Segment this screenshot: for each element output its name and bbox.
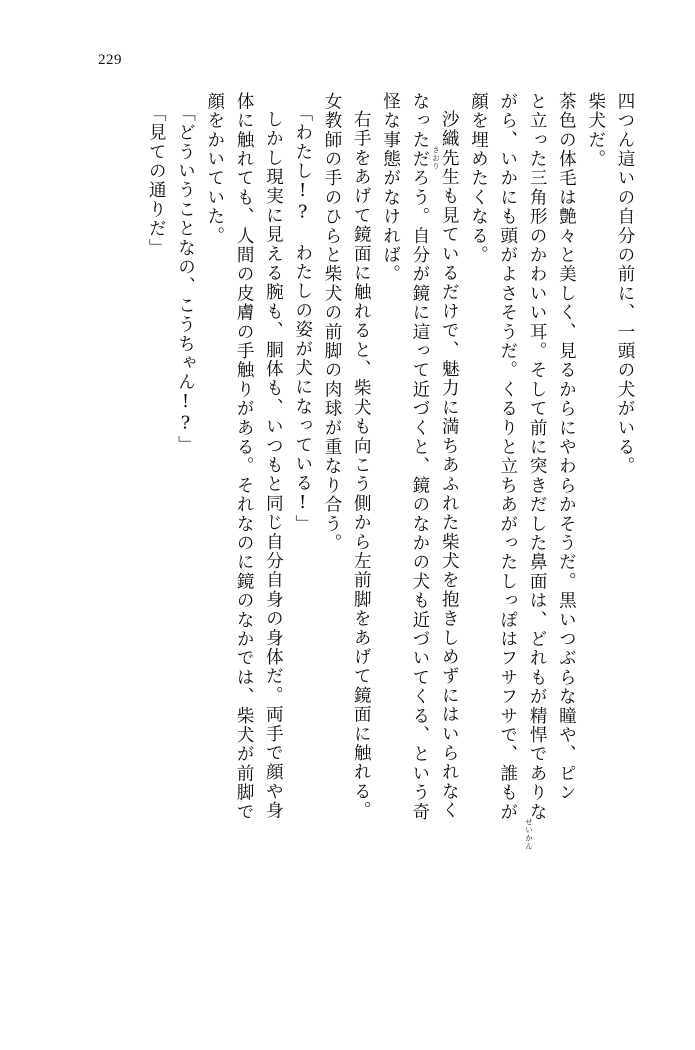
text-column: と立った三角形のかわいい耳。そして前に突きだした鼻面は、どれもが精悍でありな bbox=[527, 92, 548, 822]
text-column: しかし現実に見える腕も、胴体も、いつもと同じ自分自身の身体だ。両手で顔や身 bbox=[263, 110, 284, 821]
vertical-text-block bbox=[53, 92, 633, 972]
furigana-seikan: せいかん bbox=[524, 818, 534, 850]
text-column: 茶色の体毛は艶々と美しく、見るからにやわらかそうだ。黒いつぶらな瞳や、ピン bbox=[556, 92, 577, 803]
text-column: 体に触れても、人間の皮膚の手触りがある。それなのに鏡のなかでは、柴犬が前脚で bbox=[234, 92, 255, 822]
text-column: 沙織先生も見ているだけで、魅力に満ちあふれた柴犬を抱きしめずにはいられなく bbox=[439, 110, 460, 821]
text-column: なっただろう。自分が鏡に這って近づくと、鏡のなかの犬も近づいてくる、という奇 bbox=[409, 92, 430, 822]
text-column: 柴犬だ。 bbox=[585, 92, 606, 169]
text-column: がら、いかにも頭がよさそうだ。くるりと立ちあがったしっぽはフサフサで、誰もが bbox=[497, 92, 518, 822]
page-number: 229 bbox=[98, 52, 122, 68]
text-column: 「わたし!? わたしの姿が犬になっている!」 bbox=[292, 104, 313, 534]
text-column: 女教師の手のひらと柴犬の前脚の肉球が重なり合う。 bbox=[321, 92, 342, 553]
text-column: 右手をあげて鏡面に触れると、柴犬も向こう側から左前脚をあげて鏡面に触れる。 bbox=[351, 110, 372, 821]
text-column: 「どういうことなの、こうちゃん!?」 bbox=[175, 104, 196, 455]
text-column: 四つん這いの自分の前に、一頭の犬がいる。 bbox=[614, 92, 635, 476]
text-column: 怪な事態がなければ。 bbox=[380, 92, 401, 284]
text-column: 「見ての通りだ」 bbox=[146, 104, 167, 258]
furigana-saori: さおり bbox=[431, 146, 441, 170]
text-column: 顔をかいていた。 bbox=[204, 92, 225, 246]
text-column: 顔を埋めたくなる。 bbox=[468, 92, 489, 265]
